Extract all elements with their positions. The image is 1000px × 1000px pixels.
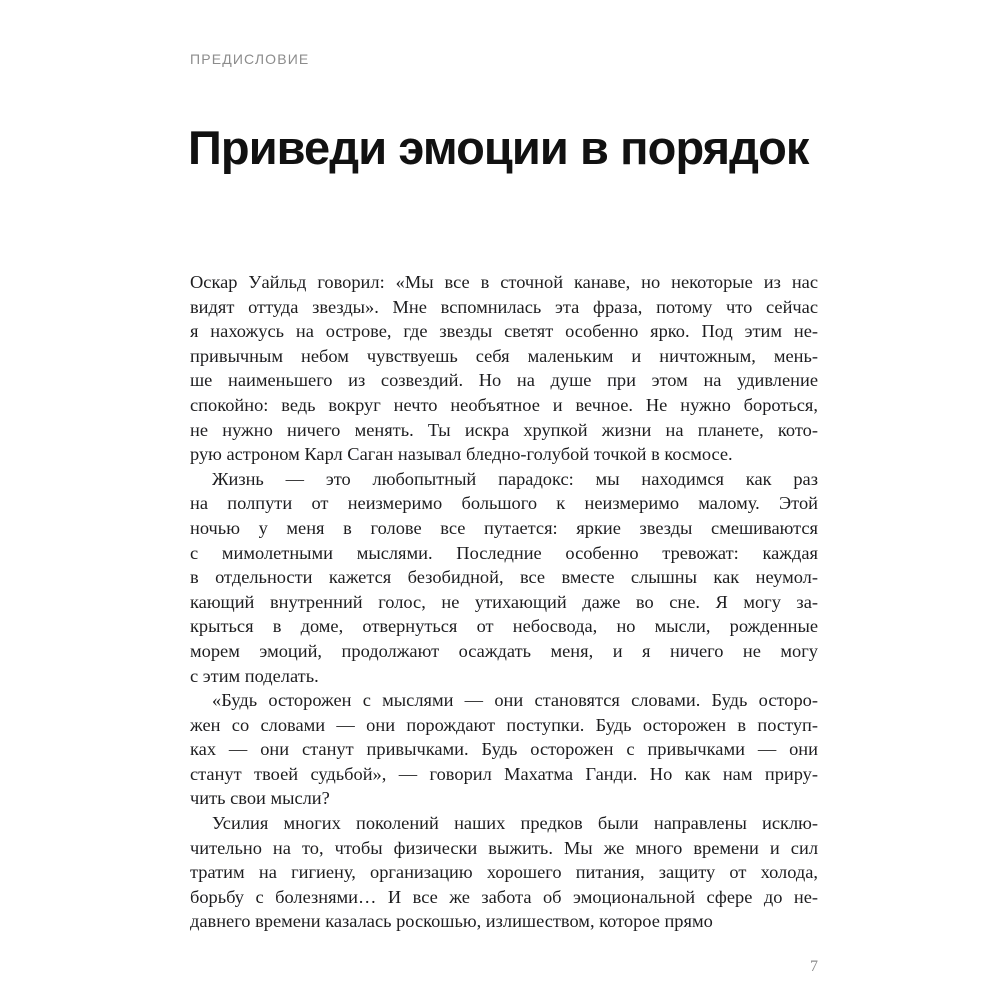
text-line: тратим на гигиену, организацию хорошего питания, защиту от холода, xyxy=(190,862,818,883)
paragraph-1 xyxy=(190,270,818,467)
text-line: кающий внутренний голос, не утихающий даже во сне. Я могу за- xyxy=(190,591,818,612)
text-line: в отдельности кажется безобидной, все вместе слышны как неумол- xyxy=(190,567,818,588)
text-line: ночью у меня в голове все путается: яркие звезды смешиваются xyxy=(190,517,818,538)
text-line: чительно на то, чтобы физически выжить. Мы же много времени и сил xyxy=(190,837,818,858)
section-label: ПРЕДИСЛОВИЕ xyxy=(190,51,310,67)
text-line: станут твоей судьбой», — говорил Махатма Ганди. Но как нам приру- xyxy=(190,763,818,784)
text-line: ках — они станут привычками. Будь осторожен с привычками — они xyxy=(190,739,818,760)
text-line: не нужно ничего менять. Ты искра хрупкой жизни на планете, кото- xyxy=(190,419,818,440)
text-line: с этим поделать. xyxy=(190,665,319,686)
text-line: я нахожусь на острове, где звезды светят особенно ярко. Под этим не- xyxy=(190,321,818,342)
text-line: на полпути от неизмеримо большого к неизмеримо малому. Этой xyxy=(190,493,818,514)
text-line: «Будь осторожен с мыслями — они становятся словами. Будь осторо- xyxy=(212,690,818,711)
page-title: Приведи эмоции в порядок xyxy=(188,121,809,175)
text-line: видят оттуда звезды». Мне вспомнилась эта фраза, потому что сейчас xyxy=(190,296,818,317)
text-line: Усилия многих поколений наших предков были направлены исклю- xyxy=(212,813,818,834)
text-line: морем эмоций, продолжают осаждать меня, и я ничего не могу xyxy=(190,640,818,661)
text-line: чить свои мысли? xyxy=(190,788,330,809)
text-line: привычным небом чувствуешь себя маленьким и ничтожным, мень- xyxy=(190,345,818,366)
text-line: спокойно: ведь вокруг нечто необъятное и вечное. Не нужно бороться, xyxy=(190,394,818,415)
text-line: крыться в доме, отвернуться от небосвода, но мысли, рожденные xyxy=(190,616,818,637)
body-text xyxy=(190,270,818,934)
text-line: рую астроном Карл Саган называл бледно-голубой точкой в космосе. xyxy=(190,444,733,465)
text-line: Оскар Уайльд говорил: «Мы все в сточной канаве, но некоторые из нас xyxy=(190,272,818,292)
paragraph-3 xyxy=(190,688,818,811)
text-line: борьбу с болезнями… И все же забота об эмоциональной сфере до не- xyxy=(190,886,818,907)
text-line: с мимолетными мыслями. Последние особенно тревожат: каждая xyxy=(190,542,818,563)
paragraph-2 xyxy=(190,467,818,688)
text-line: жен со словами — они порождают поступки. Будь осторожен в поступ- xyxy=(190,714,818,735)
paragraph-4 xyxy=(190,811,818,934)
page-number: 7 xyxy=(810,958,818,975)
text-line: давнего времени казалась роскошью, излишеством, которое прямо xyxy=(190,911,713,932)
text-line: ше наименьшего из созвездий. Но на душе при этом на удивление xyxy=(190,370,818,391)
text-line: Жизнь — это любопытный парадокс: мы находимся как раз xyxy=(212,468,818,489)
